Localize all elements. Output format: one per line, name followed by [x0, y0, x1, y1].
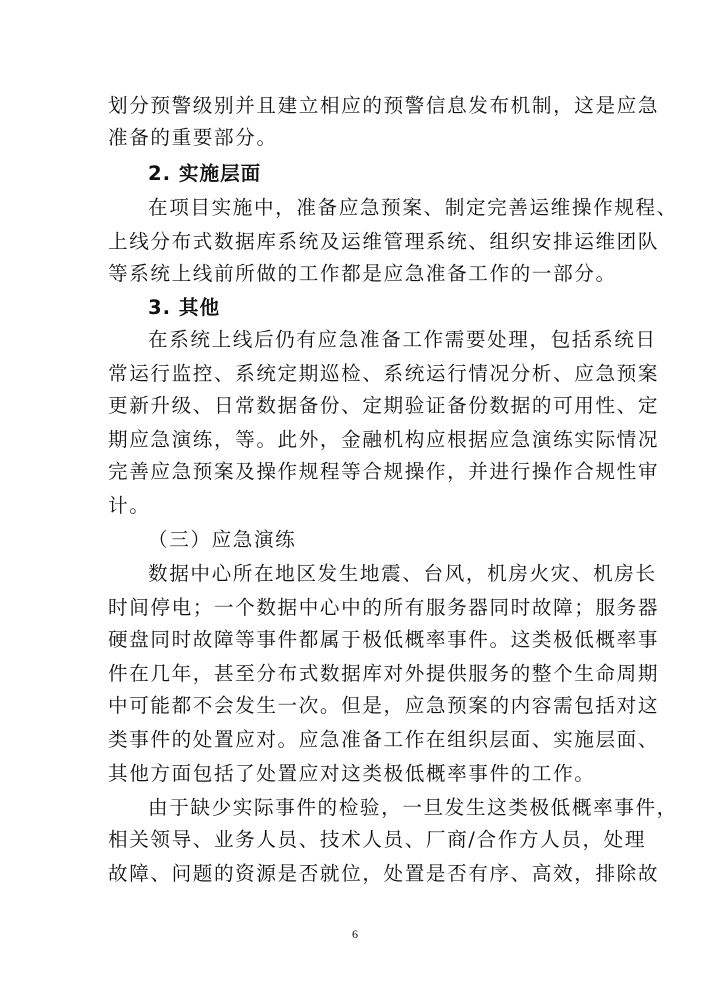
paragraph-line: 类事件的处置应对。应急准备工作在组织层面、实施层面、 [108, 728, 660, 751]
paragraph-line: 硬盘同时故障等事件都属于极低概率事件。这类极低概率事 [108, 628, 660, 651]
paragraph-line: 数据中心所在地区发生地震、台风，机房火灾、机房长 [148, 562, 657, 585]
paragraph-line: 等系统上线前所做的工作都是应急准备工作的一部分。 [108, 262, 617, 285]
paragraph-line: 计。 [108, 494, 151, 517]
paragraph-line: 件在几年，甚至分布式数据库对外提供服务的整个生命周期 [108, 662, 660, 685]
paragraph-line: 时间停电；一个数据中心中的所有服务器同时故障；服务器 [108, 596, 660, 619]
section-heading-emergency-drill: （三）应急演练 [148, 528, 297, 551]
paragraph-line: 在项目实施中，准备应急预案、制定完善运维操作规程、 [148, 196, 678, 219]
paragraph-line: 上线分布式数据库系统及运维管理系统、组织安排运维团队 [108, 230, 660, 253]
paragraph-line: 期应急演练，等。此外，金融机构应根据应急演练实际情况 [108, 428, 660, 451]
paragraph-line: 其他方面包括了处置应对这类极低概率事件的工作。 [108, 762, 596, 785]
paragraph-line: 由于缺少实际事件的检验，一旦发生这类极低概率事件， [148, 796, 678, 819]
paragraph-line: 中可能都不会发生一次。但是，应急预案的内容需包括对这 [108, 694, 660, 717]
paragraph-line: 相关领导、业务人员、技术人员、厂商/合作方人员，处理 [108, 828, 647, 851]
paragraph-line: 更新升级、日常数据备份、定期验证备份数据的可用性、定 [108, 394, 660, 417]
paragraph-line: 故障、问题的资源是否就位，处置是否有序、高效，排除故 [108, 862, 660, 885]
paragraph-line: 常运行监控、系统定期巡检、系统运行情况分析、应急预案 [108, 362, 660, 385]
paragraph-line: 划分预警级别并且建立相应的预警信息发布机制，这是应急 [108, 94, 660, 117]
paragraph-line: 在系统上线后仍有应急准备工作需要处理，包括系统日 [148, 328, 657, 351]
page-number: 6 [352, 927, 358, 941]
subheading-other: 3. 其他 [148, 296, 221, 319]
paragraph-line: 完善应急预案及操作规程等合规操作，并进行操作合规性审 [108, 460, 660, 483]
paragraph-line: 准备的重要部分。 [108, 126, 278, 149]
subheading-implementation: 2. 实施层面 [148, 162, 262, 185]
